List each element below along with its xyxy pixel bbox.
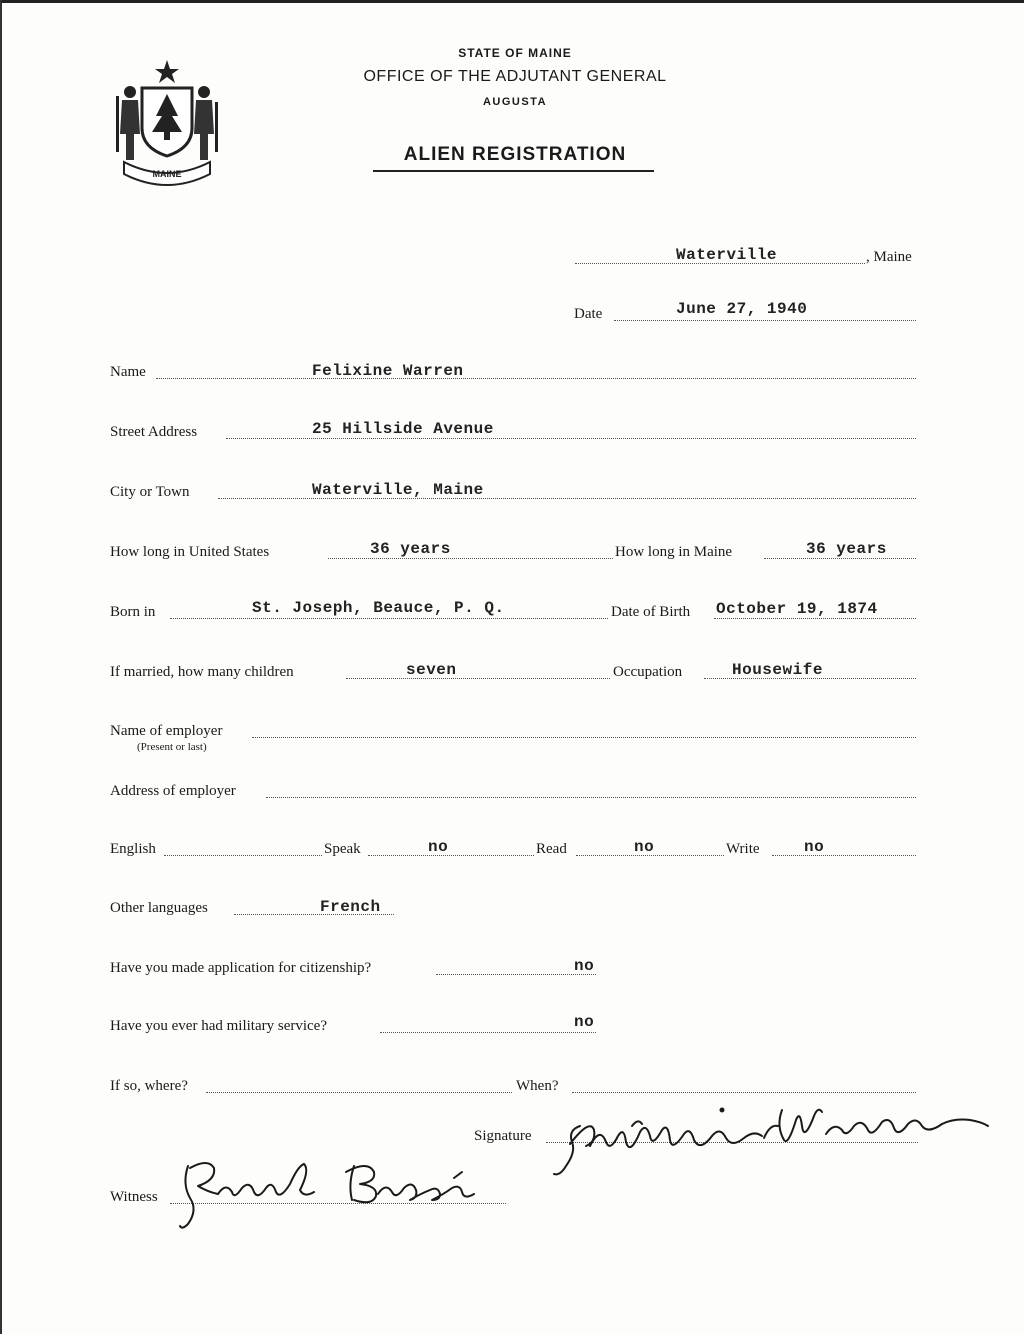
street-value: 25 Hillside Avenue (312, 420, 494, 438)
us-years-value: 36 years (370, 540, 451, 558)
write-label: Write (726, 841, 760, 857)
military-value: no (574, 1013, 595, 1031)
where-line (206, 1092, 512, 1093)
citizenship-line (436, 974, 596, 975)
header-state: STATE OF MAINE (458, 46, 572, 60)
employer-label: Name of employer (110, 723, 223, 739)
other-languages-value: French (320, 898, 381, 916)
applicant-signature-image (550, 1096, 990, 1180)
children-label: If married, how many children (110, 664, 294, 680)
occupation-label: Occupation (613, 664, 683, 680)
street-label: Street Address (110, 424, 198, 440)
dob-value: October 19, 1874 (716, 600, 878, 618)
maine-years-line (764, 558, 916, 559)
employer-address-label: Address of employer (110, 783, 236, 799)
place-value: Waterville (676, 246, 778, 264)
date-value: June 27, 1940 (676, 300, 808, 318)
employer-address-line (266, 797, 916, 798)
dob-line (714, 618, 916, 619)
employer-sublabel: (Present or last) (137, 741, 207, 753)
military-label: Have you ever had military service? (110, 1018, 327, 1034)
us-years-label: How long in United States (110, 544, 270, 560)
born-in-line (170, 618, 608, 619)
city-value: Waterville, Maine (312, 481, 484, 499)
witness-signature-image (168, 1154, 478, 1234)
header-city: AUGUSTA (482, 96, 548, 108)
street-line (226, 438, 916, 439)
children-line (346, 678, 610, 679)
seal-ribbon-text: MAINE (152, 169, 182, 179)
employer-line (252, 737, 916, 738)
witness-label: Witness (110, 1189, 158, 1205)
city-label: City or Town (110, 484, 190, 500)
write-value: no (804, 838, 825, 856)
speak-label: Speak (324, 841, 361, 857)
maine-years-value: 36 years (806, 540, 887, 558)
other-languages-label: Other languages (110, 900, 208, 916)
header-office: OFFICE OF THE ADJUTANT GENERAL (363, 68, 667, 85)
write-line (772, 855, 916, 856)
name-value: Felixine Warren (312, 362, 464, 380)
when-label: When? (516, 1078, 559, 1094)
maine-state-seal-icon (112, 56, 222, 188)
english-label: English (110, 841, 156, 857)
signature-label: Signature (474, 1128, 532, 1144)
speak-value: no (428, 838, 449, 856)
date-line (614, 320, 916, 321)
citizenship-value: no (574, 957, 595, 975)
scan-edge-top (0, 0, 1024, 3)
children-value: seven (406, 661, 457, 679)
name-line (156, 378, 916, 379)
read-value: no (634, 838, 655, 856)
maine-years-label: How long in Maine (615, 544, 733, 560)
date-label: Date (574, 306, 603, 322)
title-underline (373, 170, 654, 172)
scan-edge-left (0, 0, 2, 1334)
english-line (164, 855, 322, 856)
born-in-label: Born in (110, 604, 156, 620)
form-title: ALIEN REGISTRATION (403, 144, 627, 165)
us-years-line (328, 558, 613, 559)
where-label: If so, where? (110, 1078, 188, 1094)
read-label: Read (536, 841, 567, 857)
citizenship-label: Have you made application for citizenship? (110, 960, 372, 976)
when-line (572, 1092, 916, 1093)
name-label: Name (110, 364, 146, 380)
born-in-value: St. Joseph, Beauce, P. Q. (252, 599, 505, 617)
occupation-value: Housewife (732, 661, 823, 679)
place-suffix: , Maine (866, 249, 912, 265)
military-line (380, 1032, 596, 1033)
dob-label: Date of Birth (611, 604, 691, 620)
speak-line (368, 855, 534, 856)
